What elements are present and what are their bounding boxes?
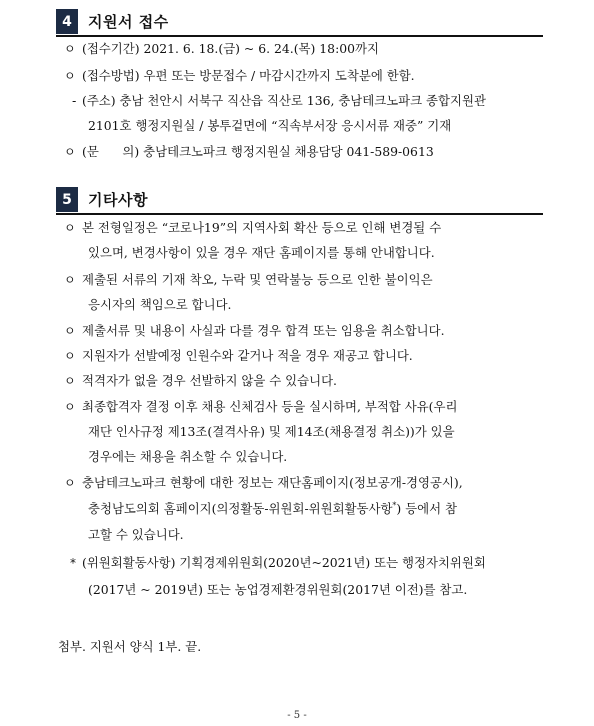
item-info-source-cont-2: 고할 수 있습니다. — [88, 527, 184, 542]
item-cancellation: 제출서류 및 내용이 사실과 다를 경우 합격 또는 임용을 취소합니다. — [82, 323, 445, 338]
bullet-marker: ㅇ — [64, 400, 76, 414]
footnote-text: (위원회활동사항) 기획경제위원회(2020년~2021년) 또는 행정자치위원회 — [82, 555, 486, 570]
footnote-superscript: * — [392, 500, 397, 510]
page-number: - 5 - — [287, 710, 307, 721]
item-health-check-cont-2: 경우에는 채용을 취소할 수 있습니다. — [88, 449, 288, 464]
section-5-number-badge: 5 — [56, 187, 78, 212]
section-5-title: 기타사항 — [88, 191, 148, 209]
item-info-source-cont — [88, 501, 457, 517]
bullet-marker: ㅇ — [64, 476, 76, 490]
bullet-marker: - — [72, 94, 77, 108]
address-text-cont: 2101호 행정지원실 / 봉투겉면에 “직속부서장 응시서류 재중” 기재 — [88, 118, 452, 133]
item-applicant-responsibility-cont: 응시자의 책임으로 합니다. — [88, 297, 232, 312]
footnote-text-cont: (2017년 ~ 2019년) 또는 농업경제환경위원회(2017년 이전)를 참고. — [88, 582, 468, 597]
item-applicant-responsibility: 제출된 서류의 기재 착오, 누락 및 연락불능 등으로 인한 불이익은 — [82, 272, 433, 287]
bullet-marker: ㅇ — [64, 221, 76, 235]
item-health-check: 최종합격자 결정 이후 채용 신체검사 등을 실시하며, 부적합 사유(우리 — [82, 399, 458, 414]
item-schedule-change-cont: 있으며, 변경사항이 있을 경우 재단 홈페이지를 통해 안내합니다. — [88, 245, 435, 260]
info-source-text-b: ) 등에서 참 — [396, 501, 458, 516]
section-4-title: 지원서 접수 — [88, 13, 169, 31]
bullet-marker: ㅇ — [64, 145, 76, 159]
bullet-marker: ㅇ — [64, 273, 76, 287]
address-text: (주소) 충남 천안시 서북구 직산읍 직산로 136, 충남테크노파크 종합지원관 — [82, 93, 486, 108]
item-info-source: 충남테크노파크 현황에 대한 정보는 재단홈페이지(정보공개-경영공시), — [82, 475, 463, 490]
bullet-marker: ㅇ — [64, 42, 76, 56]
item-schedule-change: 본 전형일정은 “코로나19”의 지역사회 확산 등으로 인해 변경될 수 — [82, 220, 442, 235]
item-no-qualified: 적격자가 없을 경우 선발하지 않을 수 있습니다. — [82, 373, 337, 388]
item-reannouncement: 지원자가 선발예정 인원수와 같거나 적을 경우 재공고 합니다. — [82, 348, 413, 363]
inquiry-text: (문 의) 충남테크노파크 행정지원실 채용담당 041-589-0613 — [82, 144, 434, 159]
info-source-text-a: 충청남도의회 홈페이지(의정활동-위원회-위원회활동사항 — [88, 501, 393, 516]
section-4-header — [56, 8, 543, 37]
section-5-header — [56, 186, 543, 215]
bullet-marker: ㅇ — [64, 349, 76, 363]
footnote-marker: * — [70, 556, 76, 570]
attachment-note: 첨부. 지원서 양식 1부. 끝. — [58, 639, 202, 654]
bullet-marker: ㅇ — [64, 324, 76, 338]
section-4-number-badge: 4 — [56, 9, 78, 34]
item-health-check-cont-1: 재단 인사규정 제13조(결격사유) 및 제14조(채용결정 취소))가 있을 — [88, 424, 455, 439]
bullet-marker: ㅇ — [64, 374, 76, 388]
receipt-method-text: (접수방법) 우편 또는 방문접수 / 마감시간까지 도착분에 한함. — [82, 68, 415, 83]
receipt-period-text: (접수기간) 2021. 6. 18.(금) ~ 6. 24.(목) 18:00까지 — [82, 41, 379, 56]
bullet-marker: ㅇ — [64, 69, 76, 83]
